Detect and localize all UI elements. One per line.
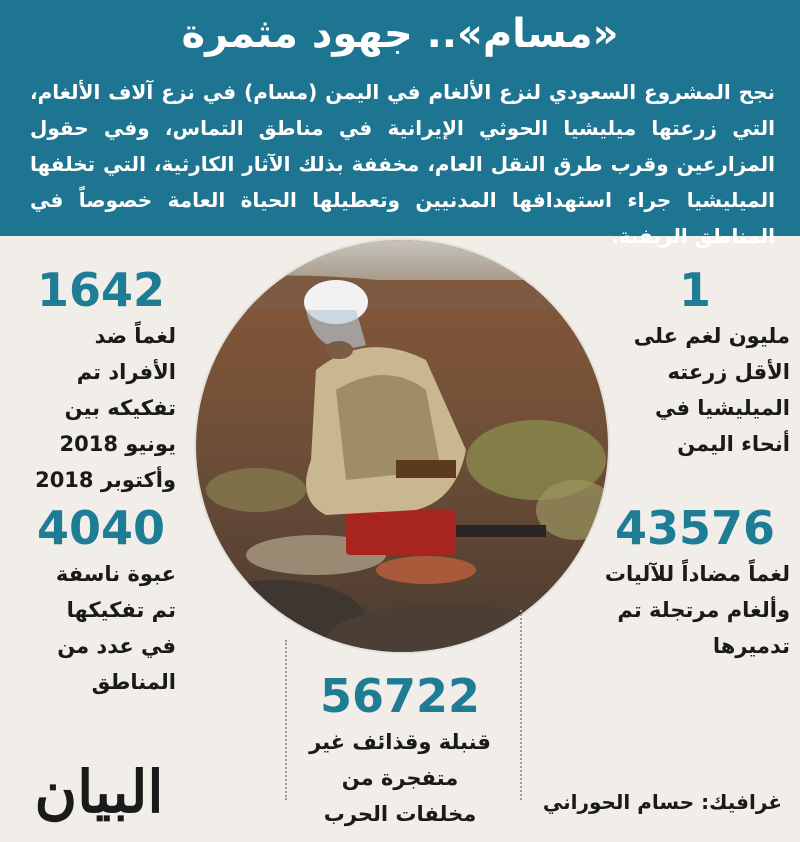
deminer-photo	[196, 240, 608, 652]
stat-million-mines	[600, 262, 790, 462]
stat-number: 56722	[319, 669, 481, 723]
photo-circle	[196, 240, 608, 652]
stat-number: 1642	[36, 263, 166, 317]
stat-text: عبوة ناسفة تم تفكيكها في عدد من المناطق	[55, 562, 176, 694]
connector-line-right	[520, 610, 522, 800]
stat-unexploded-ordnance	[300, 668, 500, 832]
graphic-credit: غرافيك: حسام الحوراني	[542, 790, 782, 814]
stat-text: قنبلة وقذائف غير متفجرة من مخلفات الحرب	[309, 730, 491, 826]
albayan-logo: البيان	[34, 758, 164, 826]
stat-text: لغماً مضاداً للآليات وألغام مرتجلة تم تدميرها	[604, 562, 790, 658]
header-band	[0, 0, 800, 248]
stat-text: لغماً ضد الأفراد تم تفكيكه بين يونيو 2018 وأكتوبر 2018	[35, 324, 176, 492]
stat-number: 43576	[614, 501, 776, 555]
stat-number: 4040	[36, 501, 166, 555]
stat-ied	[26, 500, 176, 700]
connector-line-left	[285, 640, 287, 800]
stat-number: 1	[678, 263, 711, 317]
stat-antipersonnel-mines	[26, 262, 176, 498]
intro-paragraph: نجح المشروع السعودي لنزع الألغام في اليمن (مسام) في نزع آلاف الألغام، التي زرعتها ميليشيا الحوثي الإيرانية في مناطق التماس، وفي حقول المزارعين وقرب طرق النقل العام، مخففة بذلك الآثار الكارثية، التي تخلفها الميليشيا جراء استهدافها المدنيين وتعطيلها الحياة العامة خصوصاً في المناطق الريفية.	[30, 80, 775, 248]
stat-antivehicle-mines	[600, 500, 790, 664]
page-title: «مسام».. جهود مثمرة	[181, 11, 619, 57]
stat-text: مليون لغم على الأقل زرعته الميليشيا في أنحاء اليمن	[633, 324, 790, 456]
